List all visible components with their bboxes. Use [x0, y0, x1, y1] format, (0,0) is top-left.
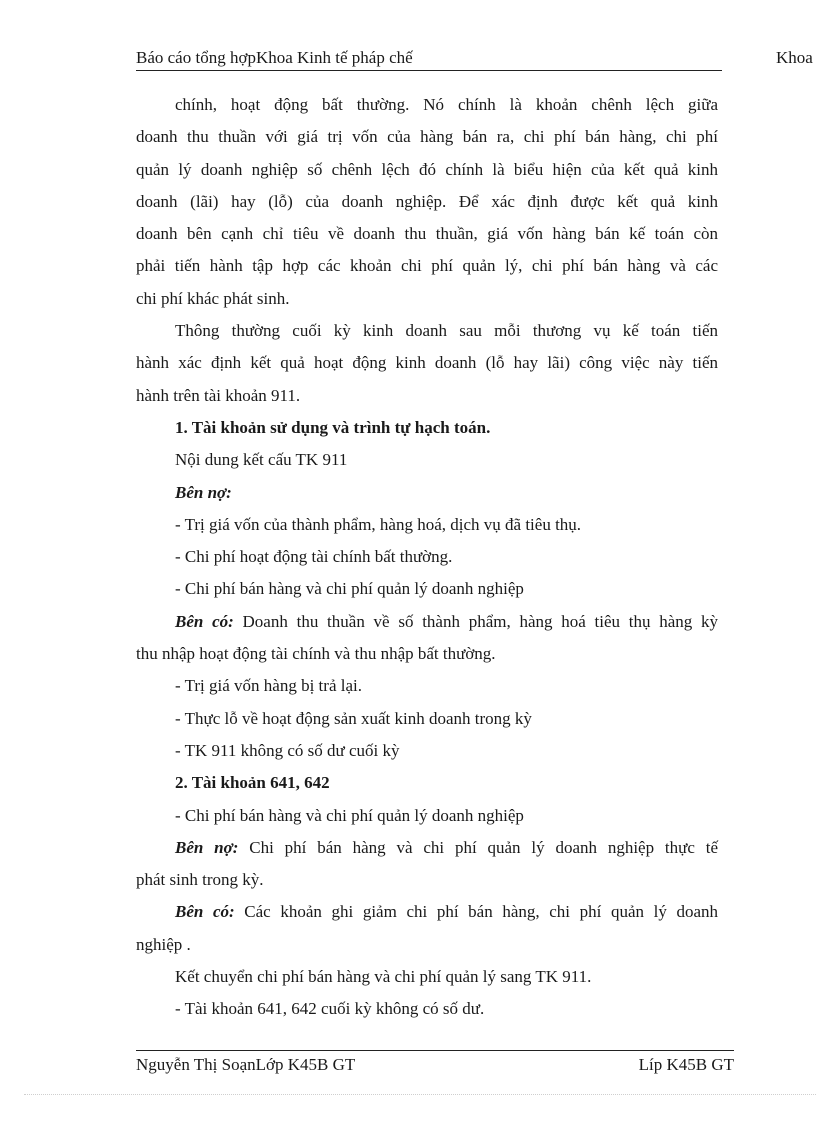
- paragraph-line: doanh (lãi) hay (lỗ) của doanh nghiệp. Để xác định được kết quả kinh: [136, 191, 718, 211]
- ben-co2-text: Các khoản ghi giảm chi phí bán hàng, chi phí quản lý doanh: [234, 902, 719, 922]
- paragraph-line: hành xác định kết quả hoạt động kinh doanh (lỗ hay lãi) công việc này tiến: [136, 353, 718, 373]
- ben-co2-line: [136, 896, 718, 928]
- content-tk911: Nội dung kết cấu TK 911: [175, 450, 348, 470]
- paragraph-line: hành trên tài khoản 911.: [136, 385, 301, 405]
- list-item: - Thực lỗ về hoạt động sản xuất kinh doanh trong kỳ: [175, 708, 532, 728]
- section-heading-1: 1. Tài khoản sử dụng và trình tự hạch toán.: [175, 417, 491, 437]
- paragraph-line: Thông thường cuối kỳ kinh doanh sau mỗi thương vụ kế toán tiến: [175, 321, 718, 341]
- list-item: - TK 911 không có số dư cuối kỳ: [175, 740, 400, 760]
- document-body: [136, 89, 718, 1026]
- paragraph-line: nghiệp .: [136, 934, 191, 954]
- paragraph-line: phát sinh trong kỳ.: [136, 870, 264, 890]
- paragraph-line: quản lý doanh nghiệp số chênh lệch đó chính là biểu hiện của kết quả kinh: [136, 159, 718, 179]
- footer-class: Líp K45B GT: [638, 1055, 734, 1074]
- page-header: [136, 48, 722, 71]
- ben-co-line: [136, 606, 718, 638]
- page-footer: [136, 1050, 734, 1075]
- ben-no2-line: [136, 832, 718, 864]
- list-item: - Chi phí bán hàng và chi phí quản lý doanh nghiệp: [175, 579, 524, 599]
- paragraph-line: doanh bên cạnh chỉ tiêu về doanh thu thuần, giá vốn hàng bán kế toán còn: [136, 224, 718, 244]
- list-item: - Tài khoản 641, 642 cuối kỳ không có số dư.: [175, 999, 485, 1019]
- ben-co2-label: Bên có:: [175, 902, 235, 922]
- ben-no-label: Bên nợ:: [175, 482, 232, 502]
- ben-co-text: Doanh thu thuần về số thành phẩm, hàng hoá tiêu thụ hàng kỳ: [233, 611, 719, 631]
- section-heading-2: 2. Tài khoản 641, 642: [175, 773, 330, 793]
- list-item: - Chi phí hoạt động tài chính bất thường.: [175, 547, 453, 567]
- paragraph-line: thu nhập hoạt động tài chính và thu nhập bất thường.: [136, 644, 496, 664]
- list-item: - Trị giá vốn hàng bị trả lại.: [175, 676, 362, 696]
- paragraph-line: chi phí khác phát sinh.: [136, 288, 290, 308]
- ben-no2-label: Bên nợ:: [175, 837, 239, 857]
- ben-co-label: Bên có:: [175, 611, 234, 631]
- page-edge-divider: [24, 1094, 816, 1095]
- header-right-text: Khoa: [776, 48, 813, 67]
- footer-author: Nguyễn Thị SoạnLớp K45B GT: [136, 1055, 356, 1074]
- ket-chuyen-line: Kết chuyển chi phí bán hàng và chi phí quản lý sang TK 911.: [175, 967, 592, 987]
- list-item: - Chi phí bán hàng và chi phí quản lý doanh nghiệp: [175, 805, 524, 825]
- ben-no2-text: Chi phí bán hàng và chi phí quản lý doanh nghiệp thực tế: [238, 837, 719, 857]
- paragraph-line: phải tiến hành tập hợp các khoản chi phí quản lý, chi phí bán hàng và các: [136, 256, 718, 276]
- list-item: - Trị giá vốn của thành phẩm, hàng hoá, dịch vụ đã tiêu thụ.: [175, 514, 582, 534]
- paragraph-line: doanh thu thuần với giá trị vốn của hàng bán ra, chi phí bán hàng, chi phí: [136, 127, 718, 147]
- header-title: Báo cáo tổng hợpKhoa Kinh tế pháp chế: [136, 48, 413, 67]
- paragraph-line: chính, hoạt động bất thường. Nó chính là khoản chênh lệch giữa: [175, 95, 718, 114]
